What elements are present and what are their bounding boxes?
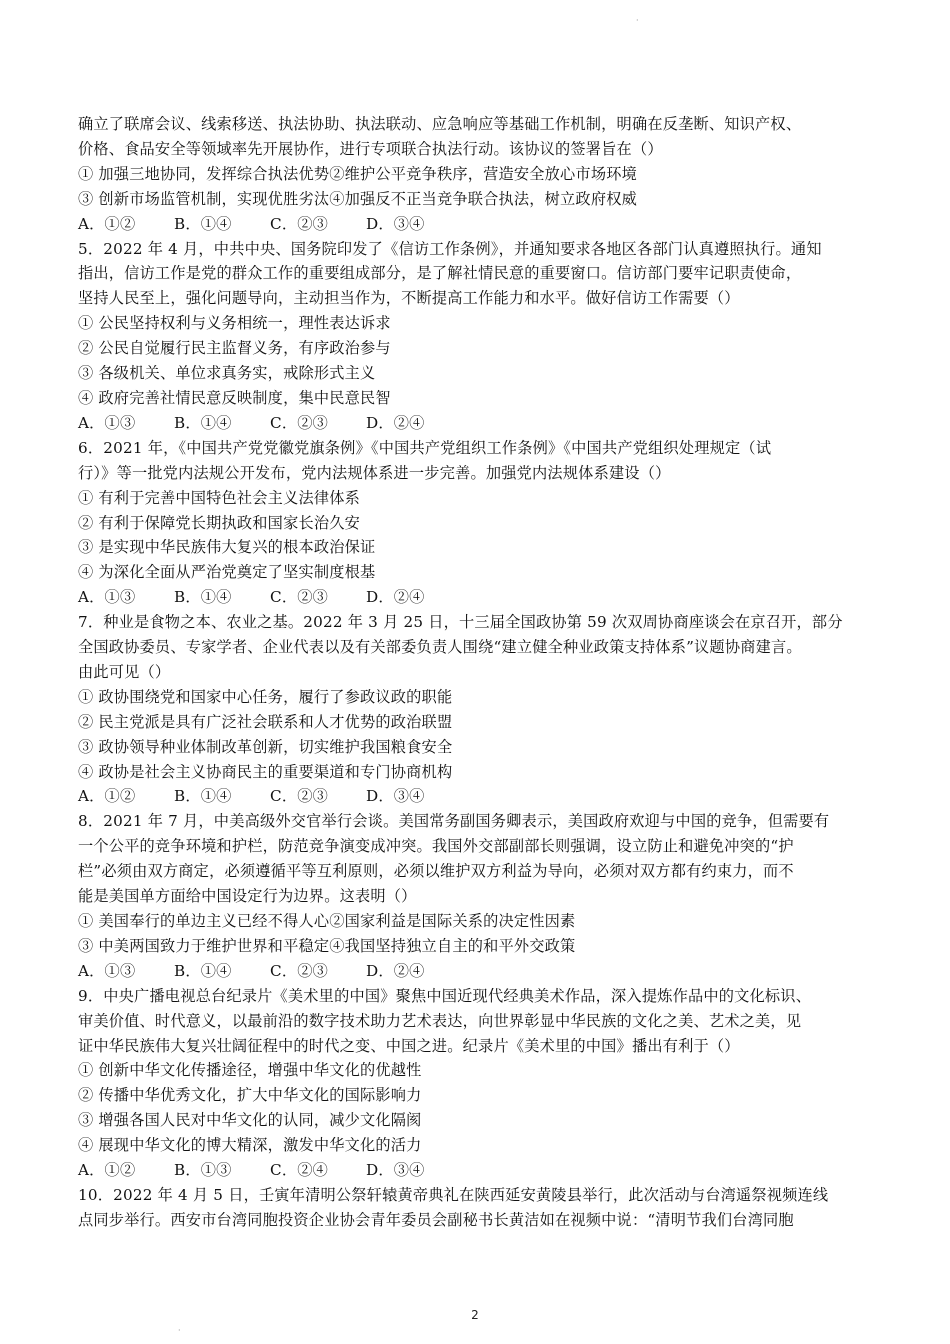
question-text: 10．2022 年 4 月 5 日，壬寅年清明公祭轩辕黄帝典礼在陕西延安黄陵县举行，此次活动与台湾遥祭视频连线 xyxy=(78,1185,829,1204)
choice-c: C．②③ xyxy=(270,787,328,806)
choice-b: B．①④ xyxy=(174,787,232,806)
statement-option: ① 创新中华文化传播途径，增强中华文化的优越性 xyxy=(78,1061,422,1080)
question-text: 证中华民族伟大复兴壮阔征程中的时代之变、中国之进。纪录片《美术里的中国》播出有利于（） xyxy=(78,1036,740,1055)
answer-choices xyxy=(78,585,883,610)
answer-choices xyxy=(78,784,883,809)
statement-option: ① 政协围绕党和国家中心任务，履行了参政议政的职能 xyxy=(78,687,453,706)
statement-option: ② 传播中华优秀文化，扩大中华文化的国际影响力 xyxy=(78,1086,422,1105)
question-text: 全国政协委员、专家学者、企业代表以及有关部委负责人围绕“建立健全种业政策支持体系”议题协商建言。 xyxy=(78,638,802,657)
choice-c: C．②③ xyxy=(270,413,328,432)
question-text: 由此可见（） xyxy=(78,662,171,681)
choice-d: D．③④ xyxy=(366,214,425,233)
statement-option: ② 公民自觉履行民主监督义务，有序政治参与 xyxy=(78,339,391,358)
scan-mark: · xyxy=(178,1326,181,1335)
question-text: 8．2021 年 7 月，中美高级外交官举行会谈。美国常务副国务卿表示，美国政府欢迎与中国的竞争，但需要有 xyxy=(78,812,830,831)
question-text: 点同步举行。西安市台湾同胞投资企业协会青年委员会副秘书长黄洁如在视频中说：“清明节我们台湾同胞 xyxy=(78,1210,794,1229)
statement-option: ③ 创新市场监管机制，实现优胜劣汰④加强反不正当竞争联合执法，树立政府权威 xyxy=(78,189,637,208)
question-text: 指出，信访工作是党的群众工作的重要组成部分，是了解社情民意的重要窗口。信访部门要牢记职责使命， xyxy=(78,264,802,283)
statement-option: ④ 政府完善社情民意反映制度，集中民意民智 xyxy=(78,388,391,407)
statement-option: ④ 展现中华文化的博大精深，激发中华文化的活力 xyxy=(78,1136,422,1155)
statement-option: ② 有利于保障党长期执政和国家长治久安 xyxy=(78,513,361,532)
choice-a: A．①③ xyxy=(78,961,136,980)
question-text: 6．2021 年，《中国共产党党徽党旗条例》《中国共产党组织工作条例》《中国共产党组织处理规定（试 xyxy=(78,438,772,457)
question-text: 9．中央广播电视总台纪录片《美术里的中国》聚焦中国近现代经典美术作品，深入提炼作品中的文化标识、 xyxy=(78,986,812,1005)
choice-c: C．②③ xyxy=(270,588,328,607)
statement-option: ④ 政协是社会主义协商民主的重要渠道和专门协商机构 xyxy=(78,762,453,781)
question-text: 确立了联席会议、线索移送、执法协助、执法联动、应急响应等基础工作机制，明确在反垄断、知识产权、 xyxy=(78,115,802,133)
question-text: 价格、食品安全等领域率先开展协作，进行专项联合执法行动。该协议的签署旨在（） xyxy=(78,139,663,158)
question-4-continued xyxy=(78,112,883,237)
question-6 xyxy=(78,436,883,610)
choice-b: B．①④ xyxy=(174,961,232,980)
choice-d: D．③④ xyxy=(366,1161,425,1180)
choice-d: D．②④ xyxy=(366,961,425,980)
question-9 xyxy=(78,984,883,1183)
choice-b: B．①④ xyxy=(174,413,232,432)
choice-b: B．①④ xyxy=(174,588,232,607)
question-text: 坚持人民至上，强化问题导向，主动担当作为，不断提高工作能力和水平。做好信访工作需要（） xyxy=(78,289,740,308)
answer-choices xyxy=(78,1158,883,1183)
statement-option: ① 美国奉行的单边主义已经不得人心②国家利益是国际关系的决定性因素 xyxy=(78,912,576,930)
document-body xyxy=(78,112,883,1233)
question-text: 一个公平的竞争环境和护栏，防范竞争演变成冲突。我国外交部副部长则强调，设立防止和避免冲突的“护 xyxy=(78,837,794,856)
statement-option: ③ 政协领导种业体制改革创新，切实维护我国粮食安全 xyxy=(78,737,453,756)
statement-option: ① 有利于完善中国特色社会主义法律体系 xyxy=(78,488,361,507)
choice-b: B．①③ xyxy=(174,1161,232,1180)
question-text: 7．种业是食物之本、农业之基。2022 年 3 月 25 日，十三届全国政协第 59 次双周协商座谈会在京召开，部分 xyxy=(78,613,843,632)
choice-a: A．①③ xyxy=(78,413,136,432)
choice-a: A．①③ xyxy=(78,588,136,607)
answer-choices xyxy=(78,959,883,984)
question-text: 能是美国单方面给中国设定行为边界。这表明（） xyxy=(78,887,417,906)
question-8 xyxy=(78,809,883,983)
question-text: 行）》等一批党内法规公开发布，党内法规体系进一步完善。加强党内法规体系建设（） xyxy=(78,463,671,482)
question-text: 栏”必须由双方商定，必须遵循平等互利原则，必须以维护双方利益为导向，必须对双方都有约束力，而不 xyxy=(78,862,794,881)
choice-d: D．②④ xyxy=(366,588,425,607)
page-number: 2 xyxy=(471,1308,479,1322)
statement-option: ② 民主党派是具有广泛社会联系和人才优势的政治联盟 xyxy=(78,712,453,731)
choice-c: C．②③ xyxy=(270,214,328,233)
choice-c: C．②④ xyxy=(270,1161,328,1180)
statement-option: ① 加强三地协同，发挥综合执法优势②维护公平竞争秩序，营造安全放心市场环境 xyxy=(78,164,637,183)
statement-option: ③ 是实现中华民族伟大复兴的根本政治保证 xyxy=(78,538,376,557)
choice-b: B．①④ xyxy=(174,214,232,233)
question-5 xyxy=(78,237,883,436)
answer-choices xyxy=(78,212,883,237)
choice-d: D．③④ xyxy=(366,787,425,806)
answer-choices xyxy=(78,411,883,436)
question-7 xyxy=(78,610,883,809)
choice-c: C．②③ xyxy=(270,961,328,980)
statement-option: ④ 为深化全面从严治党奠定了坚实制度根基 xyxy=(78,563,376,582)
scan-mark: · xyxy=(636,16,639,25)
choice-a: A．①② xyxy=(78,214,136,233)
statement-option: ① 公民坚持权利与义务相统一，理性表达诉求 xyxy=(78,314,391,333)
statement-option: ③ 中美两国致力于维护世界和平稳定④我国坚持独立自主的和平外交政策 xyxy=(78,936,576,955)
statement-option: ③ 各级机关、单位求真务实，戒除形式主义 xyxy=(78,364,376,383)
choice-d: D．②④ xyxy=(366,413,425,432)
choice-a: A．①② xyxy=(78,1161,136,1180)
choice-a: A．①② xyxy=(78,787,136,806)
question-text: 审美价值、时代意义，以最前沿的数字技术助力艺术表达，向世界彰显中华民族的文化之美、艺术之美，见 xyxy=(78,1011,802,1030)
question-10 xyxy=(78,1183,883,1233)
statement-option: ③ 增强各国人民对中华文化的认同，减少文化隔阂 xyxy=(78,1111,422,1130)
question-text: 5．2022 年 4 月，中共中央、国务院印发了《信访工作条例》，并通知要求各地区各部门认真遵照执行。通知 xyxy=(78,239,822,258)
